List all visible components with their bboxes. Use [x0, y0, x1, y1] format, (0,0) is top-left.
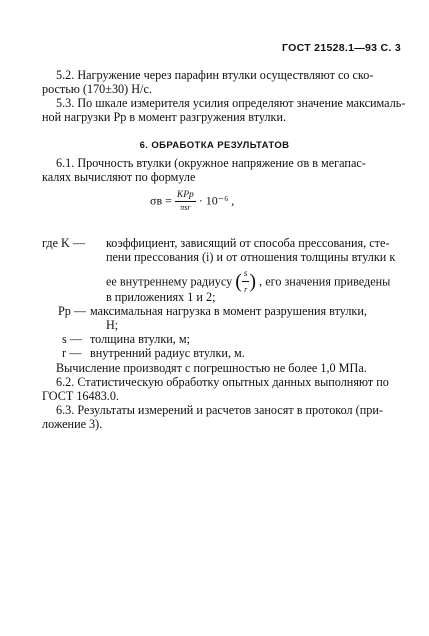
para-5-3-line-1: 5.3. По шкале измерителя усилия определяют значение максималь- — [56, 96, 406, 110]
def-k-line-1: коэффициент, зависящий от способа прессования, сте- — [106, 236, 390, 250]
def-k-line-3a: ее внутреннему радиусу — [106, 274, 233, 289]
right-paren: ) — [249, 270, 257, 293]
para-5-2-line-1: 5.2. Нагружение через парафин втулки осуществляют со ско- — [56, 68, 374, 82]
page-header: ГОСТ 21528.1—93 С. 3 — [282, 42, 401, 54]
formula-denominator: πsr — [180, 203, 191, 212]
def-s-line: толщина втулки, м; — [90, 332, 190, 346]
def-k-line-4: в приложениях 1 и 2; — [106, 290, 216, 304]
para-6-1-line-1: 6.1. Прочность втулки (окружное напряжение σв в мегапас- — [56, 156, 366, 170]
para-6-2-line-2: ГОСТ 16483.0. — [42, 389, 119, 403]
def-k-symbol: где K — — [42, 236, 86, 250]
para-5-3-line-2: ной нагрузки Pр в момент разгружения втулки. — [42, 110, 287, 124]
def-s-symbol: s — — [62, 332, 82, 346]
formula-numerator: KPр — [176, 190, 194, 200]
para-6-3-line-2: ложение 3). — [42, 417, 103, 431]
para-6-1-line-2: калях вычисляют по формуле — [42, 170, 196, 184]
formula-fraction — [175, 190, 196, 212]
formula-lhs: σв = — [150, 193, 172, 208]
section-title: 6. ОБРАБОТКА РЕЗУЛЬТАТОВ — [139, 140, 290, 151]
strength-formula — [150, 190, 234, 224]
para-6-2-line-1: 6.2. Статистическую обработку опытных данных выполняют по — [56, 375, 389, 389]
calc-accuracy: Вычисление производят с погрешностью не более 1,0 МПа. — [56, 361, 367, 375]
def-r-symbol: r — — [62, 346, 82, 360]
def-p-line-2: Н; — [106, 318, 119, 332]
ratio-numerator: s — [242, 266, 250, 282]
def-r-line: внутренний радиус втулки, м. — [90, 346, 245, 360]
def-p-line-1: максимальная нагрузка в момент разрушения втулки, — [90, 304, 367, 318]
ratio-fraction — [235, 266, 256, 297]
formula-rhs: · 10⁻⁶ , — [198, 193, 235, 208]
def-k-line-3b: , его значения приведены — [259, 274, 391, 289]
para-5-2-line-2: ростью (170±30) Н/с. — [42, 82, 152, 96]
para-6-3-line-1: 6.3. Результаты измерений и расчетов заносят в протокол (при- — [56, 403, 383, 417]
def-k-line-2: пени прессования (i) и от отношения толщины втулки к — [106, 250, 396, 264]
left-paren: ( — [235, 270, 242, 293]
def-p-symbol: Pр — — [58, 304, 87, 318]
ratio-denominator: r — [244, 285, 248, 294]
